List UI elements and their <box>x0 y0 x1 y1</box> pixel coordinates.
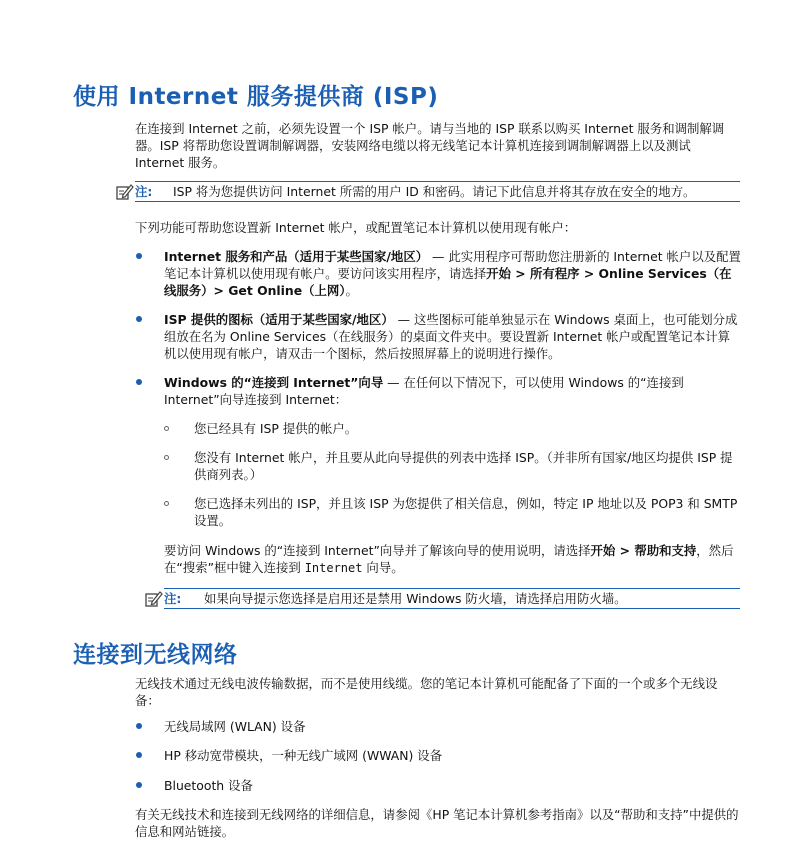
bullet-connect-wizard <box>164 374 741 408</box>
sub-item: 您没有 Internet 帐户，并且要从此向导提供的列表中选择 ISP。（并非所有国家/地区均提供 ISP 提供商列表。） <box>194 450 733 482</box>
features-lead: 下列功能可帮助您设置新 Internet 帐户，或配置笔记本计算机以使用现有帐户： <box>135 220 577 235</box>
menu-path: 开始 > 所有程序 > Online Services（在线服务）> Get Online（上网） <box>164 266 732 298</box>
wizard-access-instructions <box>164 542 741 577</box>
bullet-text: — 这些图标可能单独显示在 Windows 桌面上，也可能划分成组放在名为 Online Services（在线服务）的桌面文件夹中。要设置新 Internet 帐户或配置笔记本计算机以使用现有帐户，请双击一个图标，然后按照屏幕上的说明进行操作。 <box>164 312 738 361</box>
menu-path: 开始 > 帮助和支持 <box>590 543 697 558</box>
sub-bullet-dot <box>164 426 169 431</box>
bullet-bold: Windows 的“连接到 Internet”向导 <box>164 375 384 390</box>
wireless-outro: 有关无线技术和连接到无线网络的详细信息，请参阅《HP 笔记本计算机参考指南》以及“帮助和支持”中提供的信息和网站链接。 <box>135 807 739 839</box>
note-label: 注: <box>164 591 182 606</box>
note-isp-credentials <box>135 181 740 202</box>
sub-bullet-dot <box>164 455 169 460</box>
section-title-wireless: 连接到无线网络 <box>73 642 238 668</box>
bullet-bold: Internet 服务和产品（适用于某些国家/地区） <box>164 249 429 264</box>
bullet-dot <box>136 379 142 385</box>
bullet-dot <box>136 752 142 758</box>
access-text: ，然后在“搜索”框中键入连接到 <box>164 543 734 575</box>
wireless-intro: 无线技术通过无线电波传输数据，而不是使用线缆。您的笔记本计算机可能配备了下面的一个或多个无线设备： <box>135 676 718 708</box>
bullet-dot <box>136 316 142 322</box>
sub-bullet-dot <box>164 501 169 506</box>
access-text-end: 向导。 <box>362 560 404 575</box>
access-text: 要访问 Windows 的“连接到 Internet”向导并了解该向导的使用说明，请选择 <box>164 543 591 558</box>
sub-item: 您已选择未列出的 ISP，并且该 ISP 为您提供了相关信息，例如，特定 IP 地址以及 POP3 和 SMTP 设置。 <box>194 496 738 528</box>
note-firewall <box>164 588 740 609</box>
bullet-bold: ISP 提供的图标（适用于某些国家/地区） <box>164 312 394 327</box>
note-pencil-icon <box>115 182 135 202</box>
sub-item: 您已经具有 ISP 提供的帐户。 <box>194 421 358 436</box>
bullet-dot <box>136 723 142 729</box>
note-text: 如果向导提示您选择是启用还是禁用 Windows 防火墙，请选择启用防火墙。 <box>204 591 627 606</box>
search-term: Internet <box>304 561 363 575</box>
bullet-bluetooth: Bluetooth 设备 <box>164 778 253 793</box>
bullet-internet-services <box>164 248 741 299</box>
isp-intro: 在连接到 Internet 之前，必须先设置一个 ISP 帐户。请与当地的 ISP 联系以购买 Internet 服务和调制解调器。ISP 将帮助您设置调制解调器，安装网络电缆以将无线笔记本计算机连接到调制解调器上以及测试 Internet 服务。 <box>135 121 725 170</box>
bullet-wwan: HP 移动宽带模块，一种无线广域网 (WWAN) 设备 <box>164 748 443 763</box>
note-pencil-icon <box>144 589 164 609</box>
bullet-dot <box>136 782 142 788</box>
bullet-wlan: 无线局域网 (WLAN) 设备 <box>164 719 306 734</box>
bullet-text: — 此实用程序可帮助您注册新的 Internet 帐户以及配置笔记本计算机以使用现有帐户。要访问该实用程序，请选择 <box>164 249 741 281</box>
bullet-text-end: 。 <box>345 283 358 298</box>
note-text: ISP 将为您提供访问 Internet 所需的用户 ID 和密码。请记下此信息并将其存放在安全的地方。 <box>173 184 696 199</box>
note-label: 注: <box>135 184 153 199</box>
section-title-isp: 使用 Internet 服务提供商 (ISP) <box>73 84 439 110</box>
bullet-isp-icons <box>164 311 741 362</box>
bullet-dot <box>136 253 142 259</box>
bullet-text: — 在任何以下情况下，可以使用 Windows 的“连接到 Internet”向导连接到 Internet： <box>164 375 684 407</box>
